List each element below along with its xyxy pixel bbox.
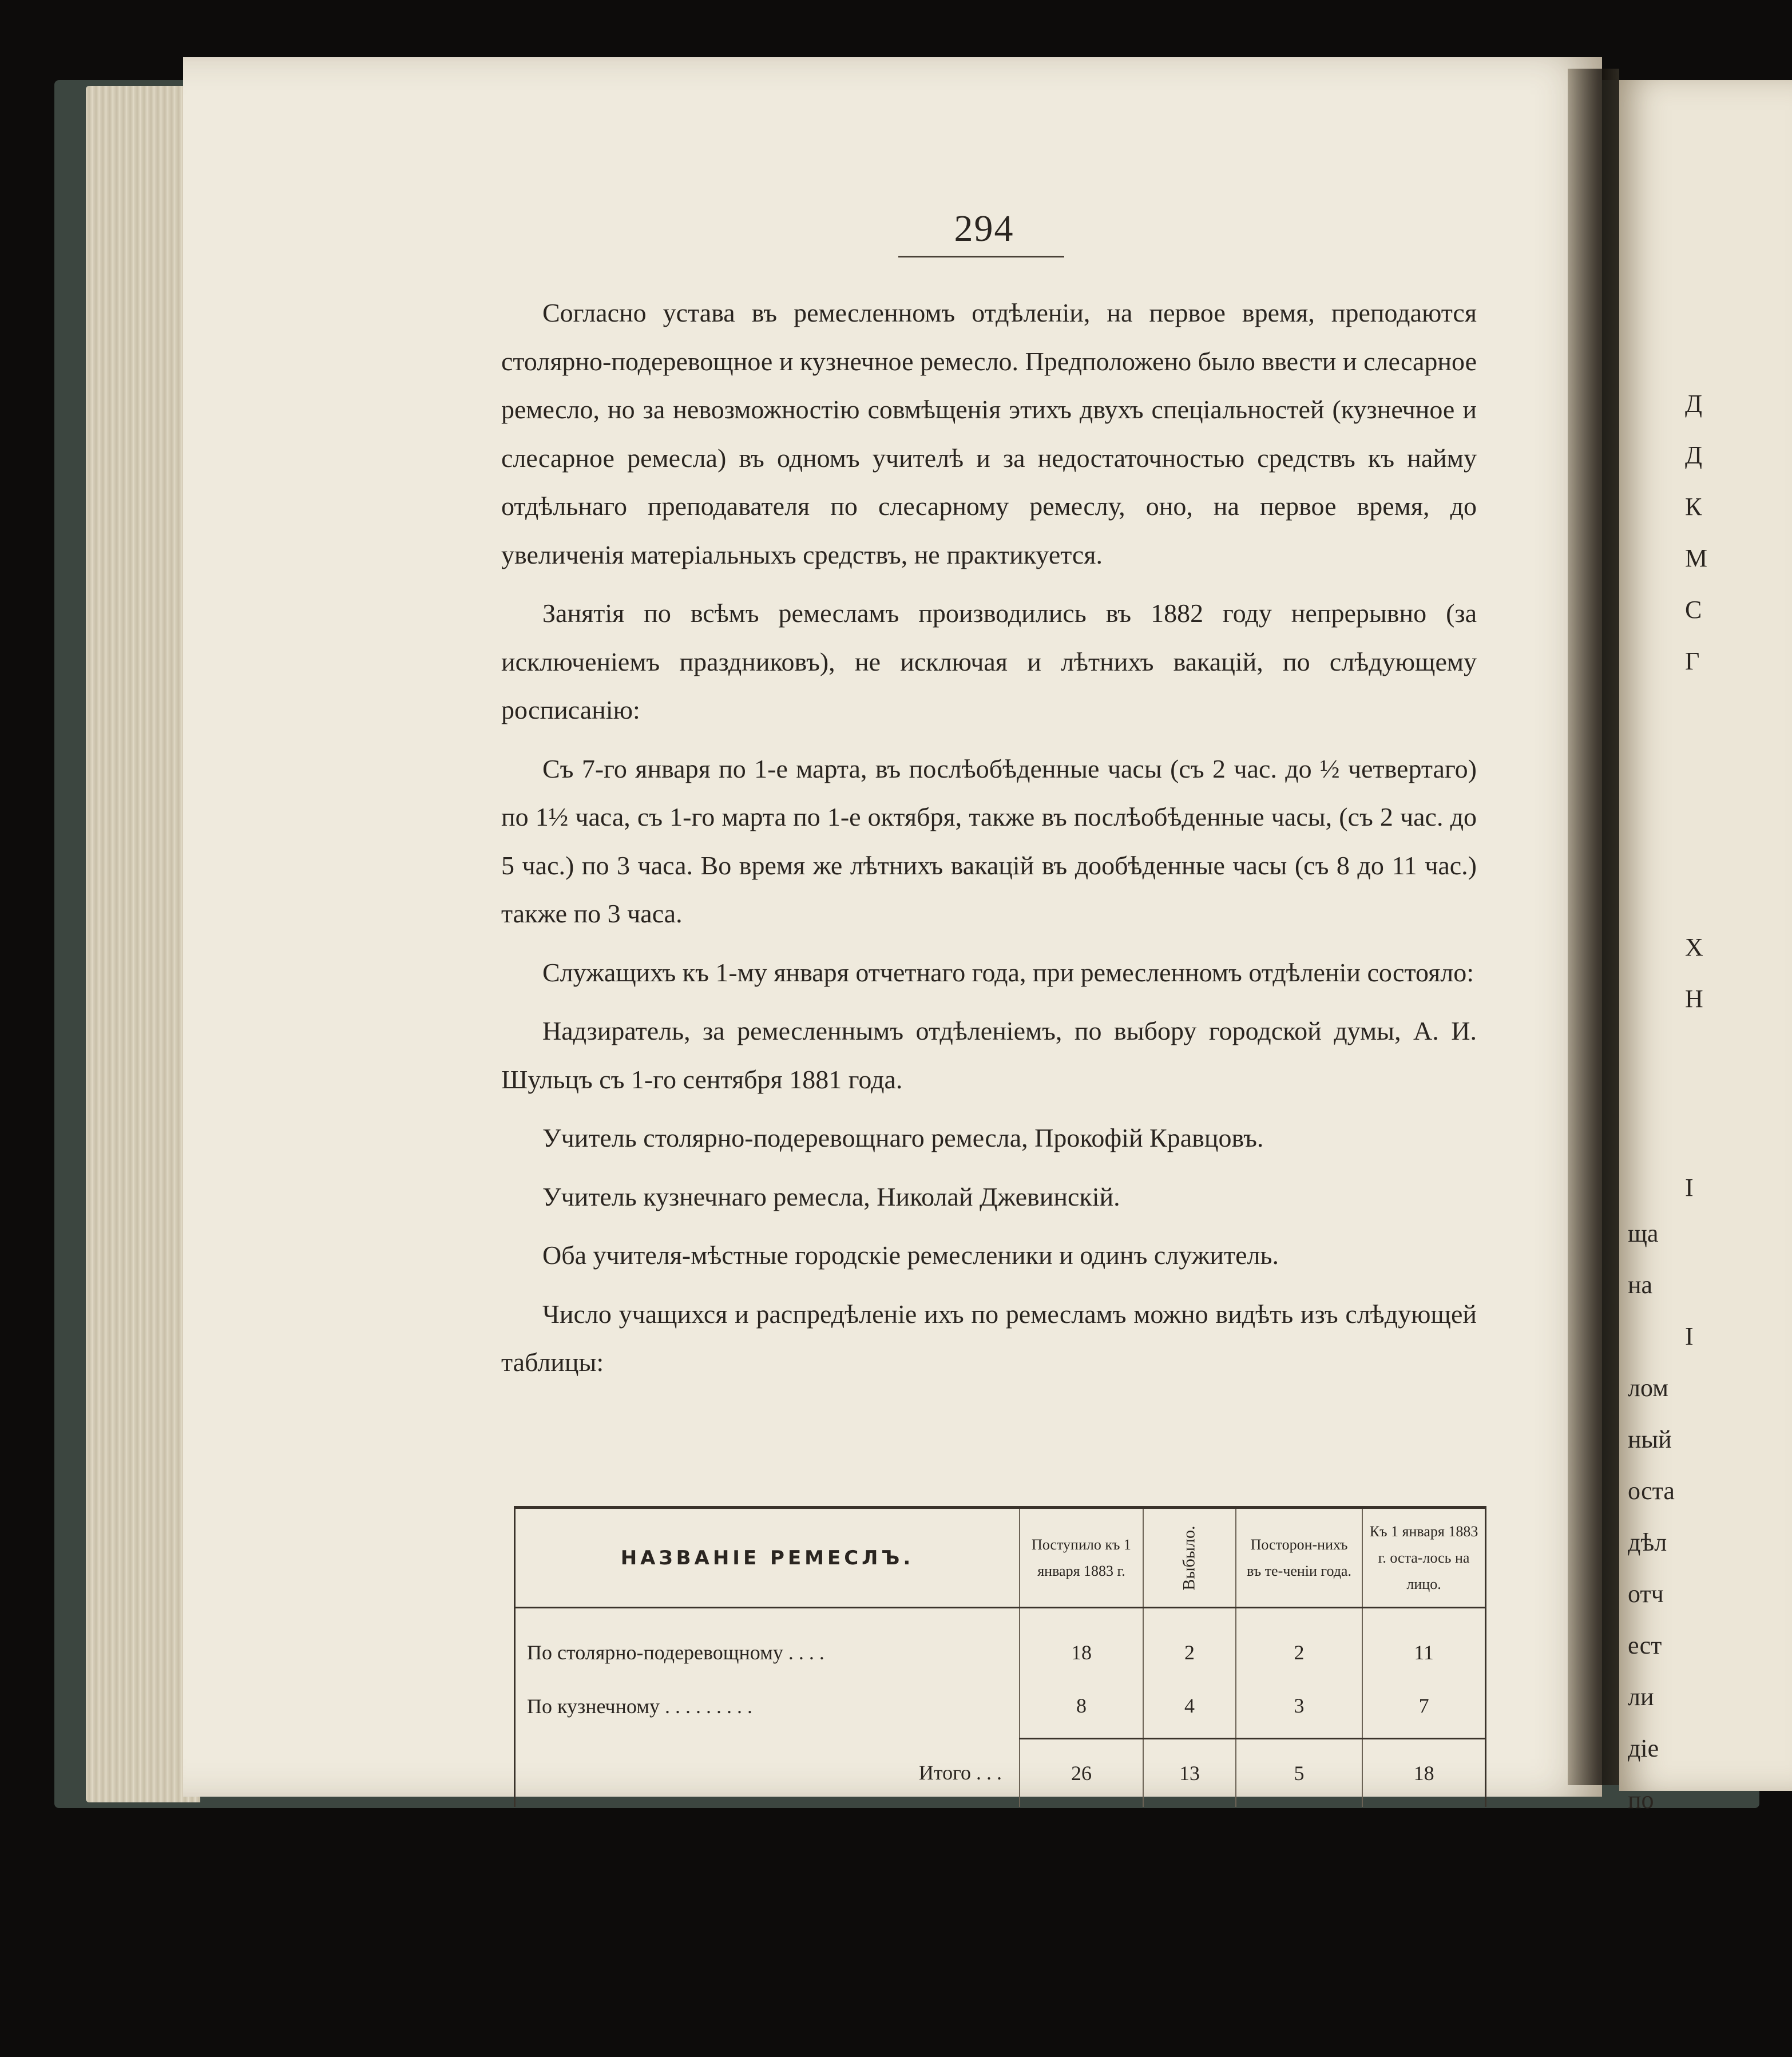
paragraph: Оба учителя-мѣстные городскіе ремесленики и одинъ служитель. <box>542 1240 1279 1270</box>
right-page-fragment: К <box>1685 493 1702 521</box>
right-page-fragment: Н <box>1685 985 1703 1013</box>
right-page-fragment: I <box>1685 1322 1694 1350</box>
total-label: Итого . . . <box>918 1761 1002 1785</box>
table-row <box>515 1608 1486 1674</box>
right-page-fragment: Х <box>1685 933 1703 961</box>
paragraph: Служащихъ къ 1-му января отчетнаго года, при ремесленномъ отдѣленіи состояло: <box>542 957 1474 987</box>
cell-left: 2 <box>1143 1608 1236 1674</box>
cell-remaining: 11 <box>1362 1608 1485 1674</box>
header-remaining: Къ 1 января 1883 г. оста-лось на лицо. <box>1362 1508 1485 1608</box>
paragraph: Число учащихся и распредѣленіе ихъ по ремесламъ можно видѣть изъ слѣдующей таблицы: <box>501 1299 1477 1377</box>
row-label: По кузнечному . . . . . . . . . <box>527 1694 753 1718</box>
table-header-row <box>515 1508 1486 1608</box>
paragraph: Занятія по всѣмъ ремесламъ производились въ 1882 году непрерывно (за исключеніемъ праздниковъ), не исключая и лѣтнихъ вакацій, по слѣдующему росписанію: <box>501 599 1477 724</box>
cell-left: 4 <box>1143 1674 1236 1739</box>
header-outsiders: Посторон-нихъ въ те-ченіи года. <box>1236 1508 1362 1608</box>
right-page-fragment: ест <box>1628 1631 1662 1659</box>
cell-outsiders: 3 <box>1236 1674 1362 1739</box>
cell-outsiders: 2 <box>1236 1608 1362 1674</box>
right-page-fragment: оста <box>1628 1477 1675 1505</box>
right-page-text-fragments <box>1619 80 1792 1814</box>
right-page-fragment: отч <box>1628 1580 1664 1608</box>
page-number-rule <box>898 256 1064 257</box>
right-page-fragment: М <box>1685 544 1708 572</box>
paragraph: Учитель кузнечнаго ремесла, Николай Джевинскій. <box>542 1182 1120 1211</box>
right-page-fragment: Д <box>1685 441 1703 469</box>
right-page-fragment: лом <box>1628 1374 1668 1402</box>
right-page-fragment: Д <box>1685 390 1703 418</box>
header-left <box>1143 1508 1236 1608</box>
total-outsiders: 5 <box>1236 1739 1362 1808</box>
right-page-fragment: I <box>1685 1174 1694 1202</box>
cell-enrolled: 8 <box>1020 1674 1143 1739</box>
body-text <box>501 289 1477 1387</box>
book-gutter <box>1568 69 1619 1785</box>
header-craft-name: НАЗВАНІЕ РЕМЕСЛЪ. <box>515 1508 1020 1608</box>
paragraph: Съ 7-го января по 1-е марта, въ послѣобѣденные часы (съ 2 час. до ½ четвертаго) по 1½ часа, съ 1-го марта по 1-е октября, также въ послѣобѣденные часы, (съ 2 час. до 5 час.) по 3 часа. Во время же лѣтнихъ вакацій въ дообѣденные часы (съ 8 до 11 час.) также по 3 часа. <box>501 754 1477 928</box>
cell-enrolled: 18 <box>1020 1608 1143 1674</box>
right-page <box>1619 80 1792 1814</box>
cell-remaining: 7 <box>1362 1674 1485 1739</box>
right-page-fragment: Г <box>1685 647 1700 675</box>
right-page-fragment: С <box>1685 596 1702 624</box>
right-page-fragment: ный <box>1628 1425 1672 1453</box>
row-label: По столярно-подеревощному . . . . <box>527 1641 824 1664</box>
right-page-fragment: по <box>1628 1786 1654 1814</box>
total-remaining: 18 <box>1362 1739 1485 1808</box>
total-left: 13 <box>1143 1739 1236 1808</box>
right-page-fragment: ща <box>1628 1219 1659 1247</box>
page-number: 294 <box>954 208 1014 249</box>
paragraph: Согласно устава въ ремесленномъ отдѣленіи, на первое время, преподаются столярно-подеревощное и кузнечное ремесло. Предположено было ввести и слесарное ремесло, но за невозможностію совмѣщенія этихъ двухъ спеціальностей (кузнечное и слесарное ремесла) въ одномъ учителѣ и за недостаточностью средствъ къ найму отдѣльнаго преподавателя по слесарному ремеслу, оно, на первое время, до увеличенія матеріальныхъ средствъ, не практикуется. <box>501 298 1477 569</box>
total-enrolled: 26 <box>1020 1739 1143 1808</box>
paragraph: Надзиратель, за ремесленнымъ отдѣленіемъ, по выбору городской думы, А. И. Шульцъ съ 1-го сентября 1881 года. <box>501 1016 1477 1094</box>
header-enrolled: Поступило къ 1 января 1883 г. <box>1020 1508 1143 1608</box>
right-page-fragment: на <box>1628 1271 1653 1299</box>
right-page-fragment: діе <box>1628 1734 1659 1762</box>
right-page-fragment: ли <box>1628 1683 1654 1711</box>
table-total-row <box>515 1739 1486 1808</box>
header-left-label: Выбыло. <box>1179 1525 1199 1591</box>
paragraph: Учитель столярно-подеревощнаго ремесла, Прокофій Кравцовъ. <box>542 1123 1264 1152</box>
table-row <box>515 1674 1486 1739</box>
right-page-fragment: дѣл <box>1628 1528 1667 1556</box>
crafts-table <box>514 1506 1486 1807</box>
